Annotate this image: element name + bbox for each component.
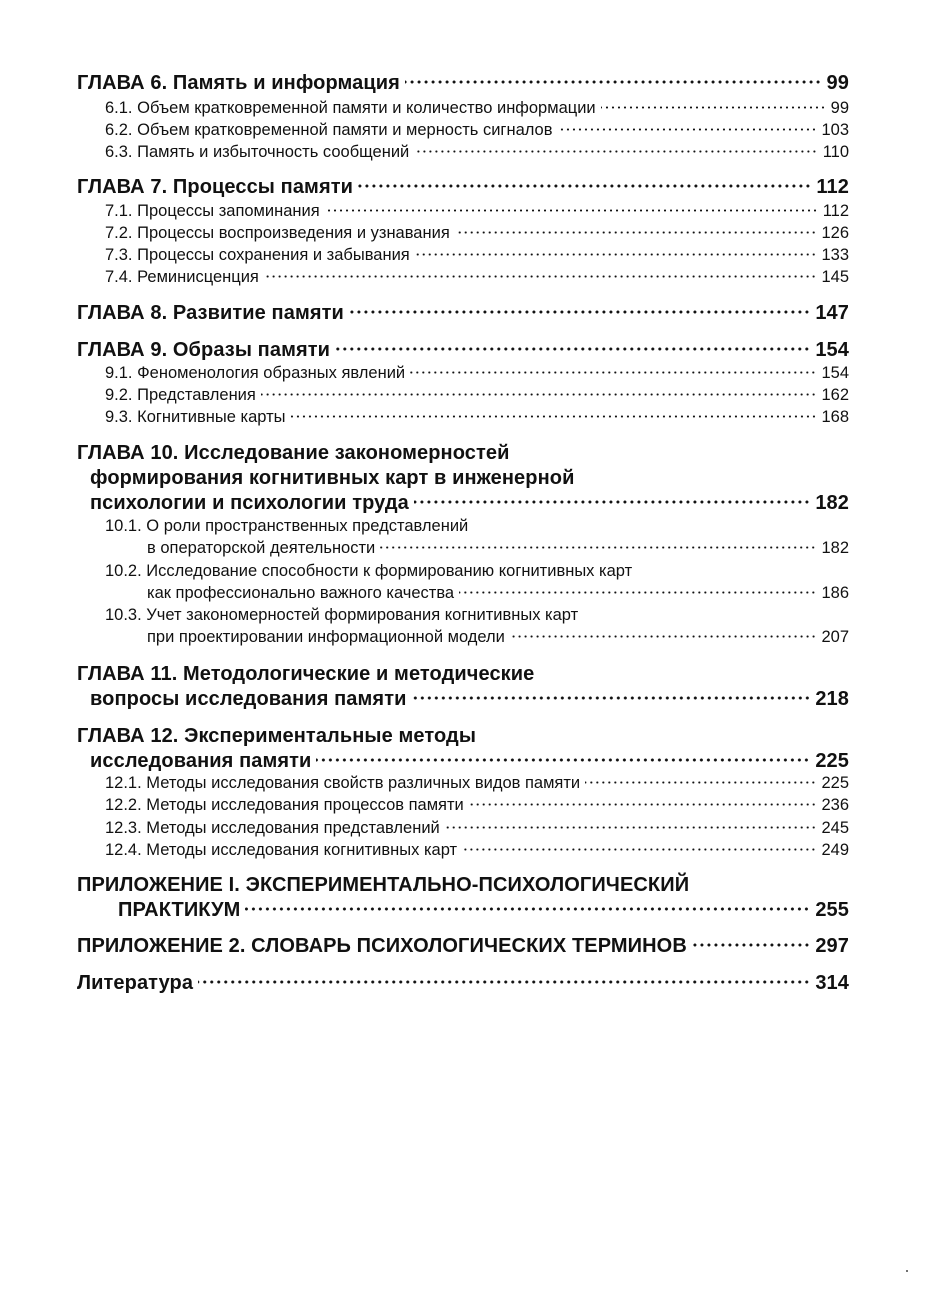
toc-section-10-3-line-2	[147, 628, 849, 647]
toc-section-9-1	[105, 364, 849, 383]
page-number: 236	[821, 796, 849, 814]
dot-leader	[198, 980, 810, 984]
appendix-title: ПРИЛОЖЕНИЕ I. ЭКСПЕРИМЕНТАЛЬНО-ПСИХОЛОГИЧЕСКИЙ	[77, 874, 690, 896]
page-number: 147	[815, 302, 849, 324]
toc-section-9-3	[105, 408, 849, 427]
page-number: 133	[821, 246, 849, 264]
toc-chapter-10-line-1	[77, 442, 849, 465]
toc-chapter-9	[77, 339, 849, 362]
page-number: 245	[821, 819, 849, 837]
dot-leader	[380, 546, 816, 549]
chapter-title: ГЛАВА 10. Исследование закономерностей	[77, 442, 510, 464]
dot-leader	[414, 150, 817, 153]
toc-chapter-12-line-2	[90, 750, 849, 773]
page-number: 314	[815, 972, 849, 994]
toc-section-10-1-line-1	[105, 517, 849, 536]
section-title: 9.3. Когнитивные карты	[105, 408, 286, 426]
page-number: 207	[821, 628, 849, 646]
section-title-continuation: в операторской деятельности	[147, 539, 376, 557]
dot-leader	[291, 415, 817, 418]
toc-chapter-7	[77, 176, 849, 199]
page-number: 218	[815, 688, 849, 710]
toc-section-6-1	[105, 99, 849, 118]
dot-leader	[349, 310, 810, 314]
section-title: 6.3. Память и избыточность сообщений	[105, 143, 410, 161]
page-number: 162	[821, 386, 849, 404]
toc-section-10-2-line-2	[147, 584, 849, 603]
page-number: 103	[821, 121, 849, 139]
toc-chapter-6	[77, 72, 849, 95]
toc-section-7-2	[105, 224, 849, 243]
chapter-title: ГЛАВА 12. Экспериментальные методы	[77, 725, 477, 747]
page-number: 154	[815, 339, 849, 361]
section-title: 6.1. Объем кратковременной памяти и количество информации	[105, 99, 596, 117]
toc-section-10-2-line-1	[105, 562, 849, 581]
page-number: 225	[821, 774, 849, 792]
appendix-title-continuation: ПРАКТИКУМ	[118, 899, 241, 921]
dot-leader	[335, 347, 810, 351]
dot-leader	[264, 275, 817, 278]
dot-leader	[601, 106, 826, 109]
chapter-title: ГЛАВА 9. Образы памяти	[77, 339, 331, 361]
dot-leader	[414, 500, 810, 504]
dot-leader	[410, 371, 816, 374]
page-number: 110	[822, 143, 849, 161]
dot-leader	[261, 393, 817, 396]
literature-title: Литература	[77, 972, 194, 994]
toc-chapter-12-line-1	[77, 725, 849, 748]
section-title: 10.3. Учет закономерностей формирования когнитивных карт	[105, 606, 579, 624]
section-title: 7.1. Процессы запоминания	[105, 202, 320, 220]
section-title: 12.2. Методы исследования процессов памяти	[105, 796, 464, 814]
dot-leader	[412, 696, 811, 700]
section-title: 12.3. Методы исследования представлений	[105, 819, 440, 837]
dot-leader	[325, 209, 818, 212]
section-title: 12.4. Методы исследования когнитивных карт	[105, 841, 458, 859]
section-title: 7.4. Реминисценция	[105, 268, 259, 286]
toc-chapter-8	[77, 302, 849, 325]
toc-section-12-2	[105, 796, 849, 815]
toc-appendix-2	[77, 935, 849, 958]
section-title: 7.2. Процессы воспроизведения и узнавания	[105, 224, 450, 242]
dot-leader	[405, 80, 822, 84]
toc-section-12-4	[105, 841, 849, 860]
chapter-title-continuation: вопросы исследования памяти	[90, 688, 407, 710]
toc-section-9-2	[105, 386, 849, 405]
page-number: 186	[821, 584, 849, 602]
section-title: 10.1. О роли пространственных представлений	[105, 517, 469, 535]
section-title: 12.1. Методы исследования свойств различных видов памяти	[105, 774, 581, 792]
toc-appendix-1-line-2	[118, 899, 849, 922]
dot-leader	[455, 231, 817, 234]
toc-section-12-1	[105, 774, 849, 793]
toc-section-7-3	[105, 246, 849, 265]
dot-leader	[245, 907, 810, 911]
page-number: 112	[822, 202, 849, 220]
section-title-continuation: при проектировании информационной модели	[147, 628, 505, 646]
toc-appendix-1-line-1	[77, 874, 849, 897]
page-number: 145	[821, 268, 849, 286]
dot-leader	[459, 591, 816, 594]
dot-leader	[558, 128, 817, 131]
page-number: 168	[821, 408, 849, 426]
page-number: 297	[815, 935, 849, 957]
toc-chapter-11-line-2	[90, 688, 849, 711]
dot-leader	[316, 758, 810, 762]
chapter-title-continuation: исследования памяти	[90, 750, 312, 772]
scan-speck	[906, 1270, 908, 1272]
appendix-title: ПРИЛОЖЕНИЕ 2. СЛОВАРЬ ПСИХОЛОГИЧЕСКИХ ТЕРМИНОВ	[77, 935, 687, 957]
dot-leader	[445, 826, 817, 829]
page-number: 182	[821, 539, 849, 557]
dot-leader	[692, 943, 810, 947]
chapter-title-continuation: психологии и психологии труда	[90, 492, 409, 514]
chapter-title-continuation: формирования когнитивных карт в инженерной	[90, 467, 575, 489]
page-number: 99	[826, 72, 849, 94]
toc-section-7-4	[105, 268, 849, 287]
toc-section-6-3	[105, 143, 849, 162]
toc-section-7-1	[105, 202, 849, 221]
toc-chapter-11-line-1	[77, 663, 849, 686]
section-title: 10.2. Исследование способности к формированию когнитивных карт	[105, 562, 633, 580]
dot-leader	[462, 848, 816, 851]
toc-literature	[77, 972, 849, 995]
toc-section-10-3-line-1	[105, 606, 849, 625]
chapter-title: ГЛАВА 8. Развитие памяти	[77, 302, 344, 324]
toc-chapter-10-line-3	[90, 492, 849, 515]
page-number: 126	[821, 224, 849, 242]
page-number: 225	[815, 750, 849, 772]
page-number: 249	[821, 841, 849, 859]
dot-leader	[358, 184, 811, 188]
page-number: 99	[830, 99, 849, 117]
toc-section-10-1-line-2	[147, 539, 849, 558]
chapter-title: ГЛАВА 6. Память и информация	[77, 72, 400, 94]
chapter-title: ГЛАВА 7. Процессы памяти	[77, 176, 354, 198]
dot-leader	[585, 781, 816, 784]
toc-section-6-2	[105, 121, 849, 140]
toc-section-12-3	[105, 819, 849, 838]
toc-chapter-10-line-2	[90, 467, 849, 490]
section-title-continuation: как профессионально важного качества	[147, 584, 455, 602]
section-title: 9.1. Феноменология образных явлений	[105, 364, 406, 382]
chapter-title: ГЛАВА 11. Методологические и методические	[77, 663, 535, 685]
page-number: 154	[821, 364, 849, 382]
section-title: 9.2. Представления	[105, 386, 256, 404]
dot-leader	[510, 635, 817, 638]
page-number: 112	[816, 176, 849, 198]
page-number: 182	[815, 492, 849, 514]
dot-leader	[415, 253, 817, 256]
section-title: 7.3. Процессы сохранения и забывания	[105, 246, 410, 264]
page-number: 255	[815, 899, 849, 921]
section-title: 6.2. Объем кратковременной памяти и мерность сигналов	[105, 121, 553, 139]
dot-leader	[469, 803, 817, 806]
